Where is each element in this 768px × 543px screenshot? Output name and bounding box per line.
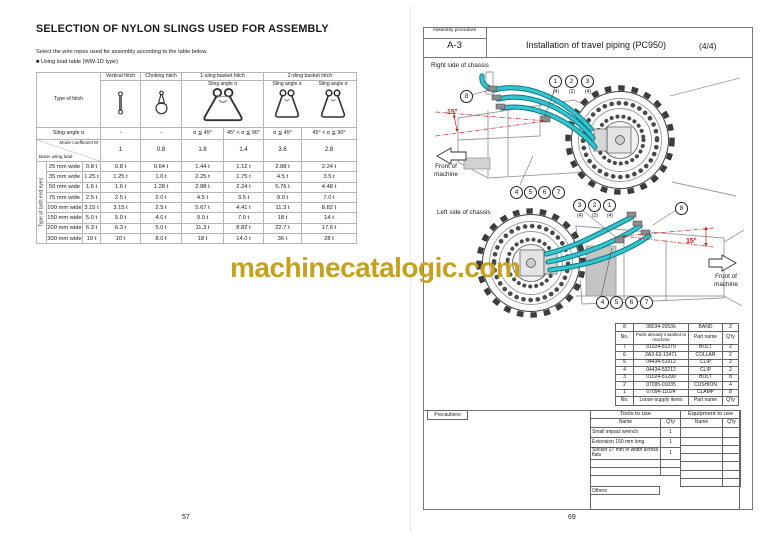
part-qty: 2 — [723, 324, 739, 332]
sling-load-table — [36, 72, 357, 244]
front-of-machine-arrow-icon — [437, 148, 466, 164]
cell: 1 — [101, 140, 141, 162]
tool-row — [591, 448, 681, 460]
cell: 6.3 t — [101, 223, 141, 233]
cell: 4.5 t — [182, 192, 224, 202]
parts-table — [615, 323, 739, 406]
table-row — [37, 182, 357, 192]
part-number: 04434-53212 — [634, 367, 689, 375]
left-side-label: Left side of chassis — [437, 209, 491, 216]
table-row — [616, 352, 739, 360]
cell: 1.44 t — [182, 162, 224, 172]
part-name: CLIP — [689, 359, 723, 367]
part-no: 8 — [616, 324, 634, 332]
footer-cell: Loose-supply items — [634, 397, 689, 406]
right-side-label: Right side of chassis — [431, 62, 489, 69]
basic-load-cell: 0.8 t — [83, 162, 101, 172]
table-row — [616, 374, 739, 382]
cell: 2.0 t — [141, 192, 182, 202]
tool-name: Socket 17 mm in width across flats — [591, 448, 661, 460]
table-row — [37, 172, 357, 182]
basic-load-cell: 1.25 t — [83, 172, 101, 182]
cell: 10 t — [101, 234, 141, 244]
col-header-vertical-hitch: Vertical hitch — [101, 73, 141, 81]
angle-label: 15° — [686, 238, 697, 245]
cell: 45° < α ≦ 90° — [302, 128, 357, 140]
table-row — [616, 359, 739, 367]
callout-3: 3 — [581, 75, 594, 88]
cell: 2.5 t — [101, 192, 141, 202]
cell: 7.0 t — [302, 192, 357, 202]
belt-width-cell: 35 mm wide — [47, 172, 83, 182]
angle-label: 15° — [447, 109, 458, 116]
table-row — [37, 192, 357, 202]
tool-qty: 1 — [661, 438, 681, 448]
cell: 2.88 t — [182, 182, 224, 192]
table-header-row — [37, 73, 357, 81]
callout-4: 4 — [596, 296, 609, 309]
cell: 5.0 t — [101, 213, 141, 223]
page-title: SELECTION OF NYLON SLINGS USED FOR ASSEMBLY — [36, 23, 329, 35]
sling-angle-caption: Sling angle α — [207, 81, 238, 87]
sling-angle-caption: Sling angle α — [272, 81, 302, 87]
part-no: 6 — [616, 352, 634, 360]
callout-5: 5 — [610, 296, 623, 309]
table-row — [37, 234, 357, 244]
cell: 2.88 t — [264, 162, 302, 172]
two-sling-basket-hitch-icon — [317, 88, 349, 122]
callout-qty: (4) — [552, 89, 560, 95]
cell: 2.24 t — [302, 162, 357, 172]
one-sling-basket-hitch-icon — [198, 88, 248, 124]
basic-load-cell: 3.15 t — [83, 203, 101, 213]
tool-qty: 1 — [661, 428, 681, 438]
cell: 18 t — [182, 234, 224, 244]
qty-header: Q'ty — [723, 419, 741, 428]
callout-qty: (2) — [568, 89, 576, 95]
tool-row — [591, 428, 681, 438]
cell: 2.24 t — [224, 182, 264, 192]
cell: 7.0 t — [224, 213, 264, 223]
col-header-1-sling: 1-sling basket hitch — [182, 73, 264, 81]
tool-row — [591, 438, 681, 448]
belt-width-cell: 200 mm wide — [47, 223, 83, 233]
cell: 4.5 t — [264, 172, 302, 182]
cell: 5.0 t — [141, 223, 182, 233]
cell: 8.0 t — [141, 234, 182, 244]
table-row — [616, 382, 739, 390]
part-qty: 4 — [723, 382, 739, 390]
cell: 11.3 t — [182, 223, 224, 233]
cell: - — [101, 128, 141, 140]
tools-header: Tools to use — [591, 411, 681, 419]
part-number: 08034-20536 — [634, 324, 689, 332]
installed-header-row — [616, 331, 739, 344]
cell: 9.0 t — [264, 192, 302, 202]
header-bottom-rule — [423, 57, 753, 58]
cell: 1.0 t — [141, 172, 182, 182]
callout-1: 1 — [549, 75, 562, 88]
callout-3: 3 — [573, 199, 586, 212]
part-no: 7 — [616, 344, 634, 352]
col-header-choking-hitch: Choking hitch — [141, 73, 182, 81]
part-no: 5 — [616, 359, 634, 367]
cell: 18 t — [264, 213, 302, 223]
basic-load-cell: 6.3 t — [83, 223, 101, 233]
left-page-number: 57 — [182, 514, 190, 521]
cell: α ≦ 45° — [264, 128, 302, 140]
two-sling-basket-hitch-icon — [271, 88, 303, 122]
part-number: 01024-81290 — [634, 374, 689, 382]
cell: 36 t — [264, 234, 302, 244]
cell: 3.15 t — [101, 203, 141, 213]
cell: 2.25 t — [182, 172, 224, 182]
basic-load-cell: 2.5 t — [83, 192, 101, 202]
callout-1: 1 — [603, 199, 616, 212]
callout-qty: (4) — [584, 89, 592, 95]
name-header: Name — [681, 419, 723, 428]
cell: 0.8 — [141, 140, 182, 162]
header-cell: Q'ty — [723, 331, 739, 344]
part-qty: 2 — [723, 367, 739, 375]
part-name: BOLT — [689, 374, 723, 382]
table-row — [37, 213, 357, 223]
cell: 4.0 t — [141, 213, 182, 223]
cell: 3.6 — [264, 140, 302, 162]
table-row — [37, 203, 357, 213]
cell: 8.82 t — [302, 203, 357, 213]
part-qty: 8 — [723, 389, 739, 397]
cell: 1.12 t — [224, 162, 264, 172]
precautions-label: Precautions — [427, 410, 468, 420]
part-number: 01024-81270 — [634, 344, 689, 352]
part-name: BOLT — [689, 344, 723, 352]
belt-width-cell: 150 mm wide — [47, 213, 83, 223]
part-qty: 8 — [723, 374, 739, 382]
procedure-label: Assembly procedure — [432, 28, 477, 33]
cell: 17.6 t — [302, 223, 357, 233]
sling-angle-row — [37, 128, 357, 140]
tools-table — [590, 410, 681, 476]
cell: 5.67 t — [182, 203, 224, 213]
cell: 0.8 t — [101, 162, 141, 172]
part-qty: 2 — [723, 344, 739, 352]
tool-qty: 1 — [661, 448, 681, 460]
intro-text: Select the wire ropes used for assembly according to the table below. — [36, 49, 208, 55]
belt-width-cell: 50 mm wide — [47, 182, 83, 192]
cell: 1.28 t — [141, 182, 182, 192]
basic-using-load-label: Basic using load — [39, 154, 73, 160]
vertical-hitch-icon — [115, 82, 126, 124]
sling-angle-caption: Sling angle α — [318, 81, 348, 87]
part-qty: 2 — [723, 359, 739, 367]
table-row — [616, 389, 739, 397]
name-header: Name — [591, 419, 661, 428]
cell: 1.75 t — [224, 172, 264, 182]
callout-7: 7 — [552, 186, 565, 199]
callout-7: 7 — [640, 296, 653, 309]
mode-coefficient-row — [37, 140, 357, 162]
right-page-number: 69 — [568, 514, 576, 521]
part-number: 2A3-62-13471 — [634, 352, 689, 360]
callout-qty: (4) — [606, 213, 614, 219]
callout-6: 6 — [538, 186, 551, 199]
cell: 28 t — [302, 234, 357, 244]
part-name: CLIP — [689, 367, 723, 375]
table-row — [616, 344, 739, 352]
watermark: machinecatalogic.com — [230, 252, 521, 283]
loose-supply-footer-row — [616, 397, 739, 406]
header-cell: Part name — [689, 331, 723, 344]
others-label: Others — [590, 486, 660, 495]
callout-5: 5 — [524, 186, 537, 199]
sheet-number: (4/4) — [699, 41, 717, 51]
callout-8: 8 — [460, 90, 473, 103]
cell: 1.6 t — [101, 182, 141, 192]
cell: 4.41 t — [224, 203, 264, 213]
tool-name: Small impact wrench — [591, 428, 661, 438]
part-no: 1 — [616, 389, 634, 397]
callout-2: 2 — [565, 75, 578, 88]
callout-6: 6 — [625, 296, 638, 309]
front-of-machine-arrow-icon — [709, 255, 736, 271]
cell: 9.0 t — [182, 213, 224, 223]
table-row — [616, 367, 739, 375]
choking-hitch-icon — [154, 82, 169, 124]
cell: 3.5 t — [302, 172, 357, 182]
table-row — [37, 162, 357, 172]
callout-qty: (4) — [576, 213, 584, 219]
belt-width-cell: 100 mm wide — [47, 203, 83, 213]
callout-2: 2 — [588, 199, 601, 212]
mode-coefficient-label: Mode coefficient M — [59, 140, 98, 145]
cell: 1.4 — [224, 140, 264, 162]
cell: α ≦ 45° — [182, 128, 224, 140]
equipment-header: Equipment to use — [681, 411, 741, 419]
cell: - — [141, 128, 182, 140]
procedure-title: Installation of travel piping (PC950) — [525, 40, 667, 50]
table-row — [616, 324, 739, 332]
belt-width-cell: 300 mm wide — [47, 234, 83, 244]
callout-4: 4 — [510, 186, 523, 199]
equipment-table — [680, 410, 741, 487]
cell: 5.76 t — [264, 182, 302, 192]
qty-header: Q'ty — [661, 419, 681, 428]
cell: 14.0 t — [224, 234, 264, 244]
front-of-machine-label: Front of machine — [434, 163, 458, 179]
part-no: 3 — [616, 374, 634, 382]
cell: 45° < α ≦ 90° — [224, 128, 264, 140]
callout-qty: (2) — [591, 213, 599, 219]
cell: 8.82 t — [224, 223, 264, 233]
callout-8: 8 — [675, 202, 688, 215]
part-no: 4 — [616, 367, 634, 375]
part-number: 04434-51912 — [634, 359, 689, 367]
cell: 14 t — [302, 213, 357, 223]
sling-angle-row-label: Sling angle α — [37, 128, 101, 140]
part-number: 07095-01035 — [634, 382, 689, 390]
cell: 4.48 t — [302, 182, 357, 192]
basic-load-cell: 5.0 t — [83, 213, 101, 223]
header-divider — [423, 38, 486, 39]
cell: 1.8 — [182, 140, 224, 162]
header-cell: Parts already installed to machine — [634, 331, 689, 344]
load-table-label: ■ Using load table (WW-1D type) — [36, 59, 118, 65]
side-label: Type of both end eyes — [38, 177, 45, 228]
basic-load-cell: 10 t — [83, 234, 101, 244]
belt-width-cell: 25 mm wide — [47, 162, 83, 172]
part-number: 07094-11024 — [634, 389, 689, 397]
tool-name: Extension 150 mm long — [591, 438, 661, 448]
footer-cell: No. — [616, 397, 634, 406]
cell: 1.25 t — [101, 172, 141, 182]
part-qty: 2 — [723, 352, 739, 360]
belt-width-cell: 75 mm wide — [47, 192, 83, 202]
part-name: BAND — [689, 324, 723, 332]
header-cell: No. — [616, 331, 634, 344]
footer-cell: Q'ty — [723, 397, 739, 406]
footer-cell: Part name — [689, 397, 723, 406]
part-name: CUSHION — [689, 382, 723, 390]
cell: 0.64 t — [141, 162, 182, 172]
col-header-2-sling: 2-sling basket hitch — [264, 73, 357, 81]
cell: 3.5 t — [224, 192, 264, 202]
basic-load-cell: 1.6 t — [83, 182, 101, 192]
part-no: 2 — [616, 382, 634, 390]
part-name: COLLAR — [689, 352, 723, 360]
cell: 11.3 t — [264, 203, 302, 213]
procedure-code: A-3 — [447, 40, 462, 51]
part-name: CLAMP — [689, 389, 723, 397]
cell: 22.7 t — [264, 223, 302, 233]
cell: 2.5 t — [141, 203, 182, 213]
type-of-hitch-label: Type of hitch — [37, 73, 101, 128]
table-row — [37, 223, 357, 233]
front-of-machine-label: Front of machine — [714, 273, 738, 289]
cell: 2.8 — [302, 140, 357, 162]
